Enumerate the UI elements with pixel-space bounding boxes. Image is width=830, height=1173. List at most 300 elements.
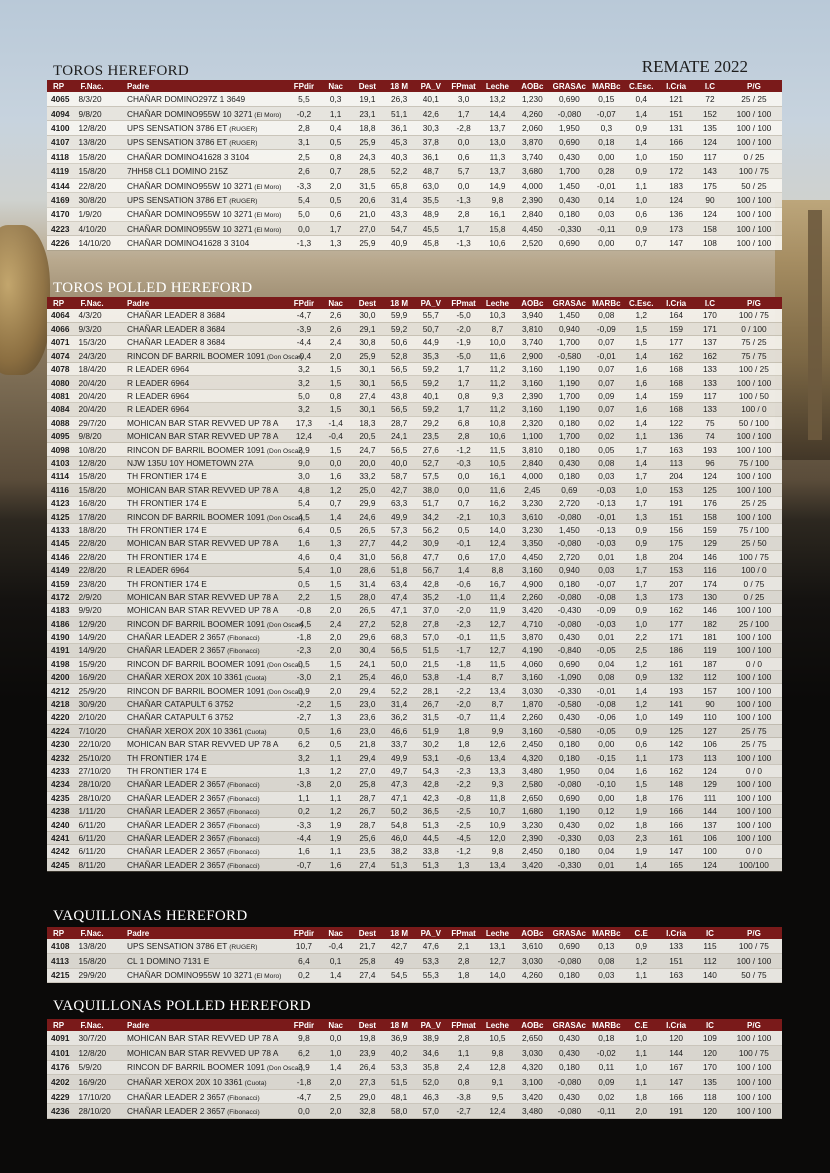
section-title: VAQUILLONAS POLLED HEREFORD — [53, 998, 311, 1014]
table-row — [47, 845, 782, 858]
value-cell: 204 — [658, 550, 694, 563]
value-cell: 2,5 — [624, 644, 658, 657]
table-row — [47, 135, 782, 149]
sire-name: CHAÑAR DOMINO297Z 1 3649 — [127, 93, 246, 104]
value-cell: 100 / 100 — [726, 135, 782, 149]
value-cell: 0,430 — [550, 711, 588, 724]
value-cell: -3,3 — [288, 818, 320, 831]
value-cell: 3,940 — [514, 309, 550, 322]
value-cell: 163 — [658, 968, 694, 983]
value-cell: 0,03 — [588, 831, 624, 844]
value-cell: 1,4 — [624, 389, 658, 402]
value-cell: 52,8 — [383, 617, 415, 630]
sire-alias: (Cuota) — [242, 675, 267, 683]
column-header: F.Nac. — [74, 297, 121, 309]
value-cell: 0,5 — [288, 657, 320, 670]
value-cell: 158 — [694, 510, 726, 523]
value-cell: 2,4 — [320, 336, 352, 349]
value-cell: 3,030 — [514, 954, 550, 969]
value-cell: -1,2 — [447, 443, 481, 456]
value-cell: -0,13 — [588, 496, 624, 509]
value-cell: 2,5 — [320, 1089, 352, 1104]
value-cell: 108 — [694, 236, 726, 250]
rp-cell: 4116 — [47, 483, 74, 496]
sire-alias: (Fibonacci) — [225, 1109, 260, 1117]
sire-alias: (Fibonacci) — [225, 835, 260, 843]
value-cell: 1,4 — [624, 135, 658, 149]
value-cell: 100 / 100 — [726, 1031, 782, 1046]
value-cell: 100 / 100 — [726, 671, 782, 684]
column-header: MARBc — [588, 927, 624, 939]
rp-cell: 4220 — [47, 711, 74, 724]
value-cell: 51,1 — [383, 106, 415, 120]
sire-name: CHAÑAR LEADER 2 3657 — [127, 819, 226, 830]
value-cell: 11,4 — [481, 711, 515, 724]
value-cell: -3,0 — [288, 671, 320, 684]
value-cell: 2,0 — [320, 684, 352, 697]
value-cell: 59,2 — [415, 363, 447, 376]
value-cell: 100 / 100 — [726, 430, 782, 443]
value-cell: 56,5 — [383, 443, 415, 456]
value-cell: 12,4 — [481, 537, 515, 550]
sire-alias: (RUGER) — [227, 140, 258, 148]
birth-date-cell: 15/8/20 — [74, 470, 121, 483]
value-cell: 10,7 — [288, 939, 320, 954]
column-header: Nac — [320, 80, 352, 92]
column-header: P/G — [726, 927, 782, 939]
column-header: MARBc — [588, 1019, 624, 1031]
value-cell: 14,0 — [481, 523, 515, 536]
value-cell: 1,3 — [447, 858, 481, 871]
value-cell: 2,1 — [447, 939, 481, 954]
column-header: C.E — [624, 927, 658, 939]
value-cell: 51,5 — [415, 644, 447, 657]
table-row — [47, 430, 782, 443]
value-cell: 3,0 — [447, 92, 481, 106]
rp-cell: 4190 — [47, 630, 74, 643]
value-cell: 144 — [658, 1046, 694, 1061]
value-cell: 1,3 — [288, 764, 320, 777]
value-cell: 3,480 — [514, 1104, 550, 1119]
value-cell: 13,4 — [481, 751, 515, 764]
value-cell: 0,9 — [624, 121, 658, 135]
value-cell: 0,7 — [447, 496, 481, 509]
value-cell: -0,11 — [588, 1104, 624, 1119]
birth-date-cell: 18/4/20 — [74, 363, 121, 376]
value-cell: 11,5 — [481, 630, 515, 643]
table-row — [47, 671, 782, 684]
sire-cell — [121, 336, 288, 349]
value-cell: -0,05 — [588, 724, 624, 737]
value-cell: 8,7 — [481, 697, 515, 710]
value-cell: 74 — [694, 430, 726, 443]
value-cell: 0,4 — [320, 121, 352, 135]
sire-alias: (El Moro) — [252, 183, 282, 191]
value-cell: 75 / 100 — [726, 523, 782, 536]
value-cell: 12,7 — [481, 617, 515, 630]
value-cell: 124 — [694, 135, 726, 149]
value-cell: 4,450 — [514, 550, 550, 563]
value-cell: 121 — [658, 92, 694, 106]
value-cell: 25 / 75 — [726, 738, 782, 751]
value-cell: -0,580 — [550, 724, 588, 737]
value-cell: 14,9 — [481, 178, 515, 192]
value-cell: 48,7 — [415, 164, 447, 178]
value-cell: 118 — [694, 1089, 726, 1104]
column-header: FPdir — [288, 927, 320, 939]
value-cell: 125 — [694, 483, 726, 496]
section-title: TOROS HEREFORD — [53, 63, 190, 79]
rp-cell: 4149 — [47, 563, 74, 576]
value-cell: 181 — [694, 630, 726, 643]
sire-cell — [121, 831, 288, 844]
value-cell: 44,2 — [383, 537, 415, 550]
value-cell: 0,9 — [288, 684, 320, 697]
value-cell: 8,7 — [481, 322, 515, 335]
value-cell: 1,3 — [624, 510, 658, 523]
sire-cell — [121, 724, 288, 737]
value-cell: 44,5 — [415, 831, 447, 844]
table-row — [47, 804, 782, 817]
birth-date-cell: 22/8/20 — [74, 550, 121, 563]
value-cell: 1,6 — [624, 376, 658, 389]
value-cell: 2,3 — [624, 831, 658, 844]
table-row — [47, 630, 782, 643]
table-row — [47, 510, 782, 523]
value-cell: 1,5 — [320, 590, 352, 603]
value-cell: 0,940 — [550, 563, 588, 576]
table-row — [47, 523, 782, 536]
value-cell: 27,4 — [352, 968, 384, 983]
value-cell: -0,01 — [588, 178, 624, 192]
sire-cell — [121, 630, 288, 643]
sire-cell — [121, 236, 288, 250]
birth-date-cell: 30/9/20 — [74, 697, 121, 710]
value-cell: 0,02 — [588, 818, 624, 831]
sire-cell — [121, 443, 303, 456]
value-cell: 26,5 — [352, 604, 384, 617]
sire-name: CHAÑAR DOMINO41628 3 3104 — [127, 151, 250, 162]
rp-cell: 4224 — [47, 724, 74, 737]
value-cell: -2,2 — [447, 684, 481, 697]
rp-cell: 4242 — [47, 845, 74, 858]
value-cell: 30,8 — [352, 336, 384, 349]
value-cell: -3,9 — [288, 322, 320, 335]
value-cell: 0,690 — [550, 939, 588, 954]
value-cell: 147 — [658, 236, 694, 250]
value-cell: -1,8 — [288, 1075, 320, 1090]
value-cell: 171 — [658, 630, 694, 643]
rp-cell: 4223 — [47, 222, 74, 236]
value-cell: 1,230 — [514, 92, 550, 106]
column-header: GRASAc — [550, 297, 588, 309]
value-cell: 1,1 — [624, 1046, 658, 1061]
value-cell: 0,08 — [588, 954, 624, 969]
value-cell: 164 — [658, 309, 694, 322]
value-cell: 100 / 100 — [726, 1060, 782, 1075]
value-cell: 0,4 — [624, 92, 658, 106]
value-cell: -0,6 — [447, 577, 481, 590]
value-cell: 1,1 — [320, 791, 352, 804]
value-cell: 3,810 — [514, 443, 550, 456]
value-cell: 131 — [658, 121, 694, 135]
sire-name: MOHICAN BAR STAR REVVED UP 78 A — [127, 538, 279, 549]
value-cell: 1,7 — [447, 403, 481, 416]
value-cell: 133 — [694, 363, 726, 376]
value-cell: 36,5 — [415, 804, 447, 817]
table-row — [47, 831, 782, 844]
value-cell: 1,6 — [624, 764, 658, 777]
value-cell: 3,230 — [514, 523, 550, 536]
sire-alias: (Don Oscar) — [265, 661, 303, 669]
value-cell: 36,1 — [415, 150, 447, 164]
value-cell: 162 — [658, 764, 694, 777]
value-cell: 0,180 — [550, 443, 588, 456]
table-row — [47, 791, 782, 804]
value-cell: 11,2 — [481, 363, 515, 376]
value-cell: 2,0 — [624, 1104, 658, 1119]
value-cell: 0,8 — [320, 150, 352, 164]
sire-cell — [121, 430, 288, 443]
section-title: VAQUILLONAS HEREFORD — [53, 908, 248, 924]
value-cell: 151 — [658, 106, 694, 120]
value-cell: 25 / 50 — [726, 537, 782, 550]
value-cell: 46,0 — [383, 831, 415, 844]
value-cell: 100 / 100 — [726, 831, 782, 844]
data-table-toros-polled — [47, 297, 782, 872]
value-cell: 0 / 75 — [726, 577, 782, 590]
column-header: Nac — [320, 297, 352, 309]
rp-cell: 4078 — [47, 363, 74, 376]
value-cell: -0,08 — [588, 590, 624, 603]
value-cell: 56,2 — [415, 523, 447, 536]
value-cell: 11,3 — [481, 150, 515, 164]
value-cell: 1,1 — [320, 751, 352, 764]
value-cell: 2,060 — [514, 121, 550, 135]
value-cell: 2,0 — [320, 349, 352, 362]
value-cell: 16,1 — [481, 207, 515, 221]
value-cell: 1,700 — [550, 164, 588, 178]
value-cell: 100 / 100 — [726, 470, 782, 483]
value-cell: 30,4 — [352, 644, 384, 657]
value-cell: 40,0 — [383, 456, 415, 469]
table-row — [47, 121, 782, 135]
rp-cell: 4071 — [47, 336, 74, 349]
value-cell: 100 / 0 — [726, 403, 782, 416]
value-cell: -4,7 — [288, 1089, 320, 1104]
value-cell: 1,7 — [447, 106, 481, 120]
value-cell: 35,2 — [415, 590, 447, 603]
birth-date-cell: 17/8/20 — [74, 510, 121, 523]
table-row — [47, 537, 782, 550]
value-cell: 40,1 — [415, 92, 447, 106]
birth-date-cell: 15/8/20 — [74, 164, 121, 178]
sire-name: TH FRONTIER 174 E — [127, 765, 207, 776]
value-cell: 35,3 — [415, 349, 447, 362]
value-cell: -0,15 — [588, 751, 624, 764]
birth-date-cell: 22/10/20 — [74, 738, 121, 751]
value-cell: 0,1 — [320, 954, 352, 969]
table-row — [47, 550, 782, 563]
value-cell: 59,2 — [415, 403, 447, 416]
value-cell: 1,5 — [320, 376, 352, 389]
sire-cell — [121, 858, 288, 871]
value-cell: 1,4 — [320, 1060, 352, 1075]
value-cell: 0,3 — [588, 121, 624, 135]
birth-date-cell: 4/3/20 — [74, 309, 121, 322]
value-cell: 0,04 — [588, 764, 624, 777]
value-cell: 193 — [694, 443, 726, 456]
value-cell: -1,9 — [447, 336, 481, 349]
birth-date-cell: 15/8/20 — [74, 150, 121, 164]
sire-cell — [121, 496, 288, 509]
value-cell: 23,0 — [352, 697, 384, 710]
column-header: Padre — [121, 297, 288, 309]
sire-cell — [121, 389, 288, 402]
sire-cell — [121, 92, 288, 106]
value-cell: -2,5 — [447, 818, 481, 831]
value-cell: 0,690 — [550, 92, 588, 106]
rp-cell: 4240 — [47, 818, 74, 831]
value-cell: 193 — [658, 684, 694, 697]
rp-cell: 4176 — [47, 1060, 74, 1075]
value-cell: -0,580 — [550, 697, 588, 710]
value-cell: 2,840 — [514, 207, 550, 221]
column-header: FPdir — [288, 80, 320, 92]
value-cell: 1,8 — [447, 738, 481, 751]
rp-cell: 4113 — [47, 954, 74, 969]
value-cell: 0,430 — [550, 150, 588, 164]
value-cell: -0,330 — [550, 831, 588, 844]
sire-alias: (Don Oscar) — [265, 1065, 303, 1073]
birth-date-cell: 29/9/20 — [74, 968, 121, 983]
rp-cell: 4218 — [47, 697, 74, 710]
data-table-toros-hereford — [47, 80, 782, 251]
value-cell: -0,080 — [550, 590, 588, 603]
value-cell: 0,04 — [588, 657, 624, 670]
value-cell: 1,450 — [550, 178, 588, 192]
value-cell: 37,8 — [415, 135, 447, 149]
value-cell: -0,080 — [550, 106, 588, 120]
value-cell: 0,00 — [588, 791, 624, 804]
sire-name: CHAÑAR LEADER 2 3657 — [127, 832, 226, 843]
value-cell: 9,8 — [288, 1031, 320, 1046]
value-cell: 12,4 — [288, 430, 320, 443]
sire-cell — [121, 671, 288, 684]
value-cell: 1,1 — [447, 1046, 481, 1061]
value-cell: -0,06 — [588, 711, 624, 724]
value-cell: 12,6 — [481, 738, 515, 751]
value-cell: 13,4 — [481, 684, 515, 697]
value-cell: 13,4 — [481, 858, 515, 871]
value-cell: 11,2 — [481, 376, 515, 389]
column-header: Leche — [481, 80, 515, 92]
value-cell: 0,9 — [624, 939, 658, 954]
birth-date-cell: 15/9/20 — [74, 657, 121, 670]
value-cell: 40,2 — [383, 1046, 415, 1061]
value-cell: 24,3 — [352, 150, 384, 164]
value-cell: 18,3 — [352, 416, 384, 429]
value-cell: 24,1 — [383, 430, 415, 443]
value-cell: 112 — [694, 671, 726, 684]
value-cell: 1,450 — [550, 309, 588, 322]
value-cell: 141 — [658, 697, 694, 710]
sire-name: MOHICAN BAR STAR REVVED UP 78 A — [127, 739, 279, 750]
value-cell: -2,0 — [447, 604, 481, 617]
value-cell: 1,100 — [514, 430, 550, 443]
value-cell: 46,3 — [415, 1089, 447, 1104]
value-cell: 0,9 — [624, 724, 658, 737]
value-cell: 13,7 — [481, 121, 515, 135]
value-cell: 5,5 — [288, 92, 320, 106]
sire-alias: (Don Oscar) — [265, 447, 303, 455]
value-cell: 127 — [694, 724, 726, 737]
value-cell: -4,5 — [447, 831, 481, 844]
rp-cell: 4169 — [47, 193, 74, 207]
value-cell: -1,4 — [447, 671, 481, 684]
table-row — [47, 968, 782, 983]
sire-cell — [121, 550, 288, 563]
value-cell: 1,3 — [320, 711, 352, 724]
value-cell: -0,330 — [550, 684, 588, 697]
birth-date-cell: 13/8/20 — [74, 135, 121, 149]
value-cell: 52,2 — [383, 684, 415, 697]
birth-date-cell: 6/11/20 — [74, 831, 121, 844]
value-cell: 124 — [694, 858, 726, 871]
value-cell: 125 — [658, 724, 694, 737]
value-cell: 0,18 — [588, 1031, 624, 1046]
value-cell: 9,8 — [481, 845, 515, 858]
column-header: C.Esc. — [624, 80, 658, 92]
sire-name: RINCON DF BARRIL BOOMER 1091 — [127, 1062, 266, 1073]
value-cell: 10,5 — [481, 456, 515, 469]
value-cell: 0,07 — [588, 376, 624, 389]
value-cell: 2,8 — [288, 121, 320, 135]
value-cell: 30,1 — [352, 376, 384, 389]
column-header: GRASAc — [550, 80, 588, 92]
table-row — [47, 738, 782, 751]
value-cell: 16,7 — [481, 577, 515, 590]
value-cell: 175 — [694, 178, 726, 192]
column-header: Padre — [121, 927, 288, 939]
value-cell: 58,7 — [383, 470, 415, 483]
sire-name: NJW 135U 10Y HOMETOWN 27A — [127, 457, 254, 468]
value-cell: 2,6 — [320, 309, 352, 322]
value-cell: 3,9 — [288, 1060, 320, 1075]
value-cell: -1,4 — [320, 416, 352, 429]
value-cell: 25,6 — [352, 831, 384, 844]
column-header: IC — [694, 927, 726, 939]
birth-date-cell: 28/10/20 — [74, 778, 121, 791]
value-cell: 100 / 100 — [726, 778, 782, 791]
value-cell: 0,03 — [588, 470, 624, 483]
value-cell: 0 / 25 — [726, 590, 782, 603]
value-cell: 159 — [658, 322, 694, 335]
sire-alias: (El Moro) — [252, 212, 282, 220]
value-cell: 0,07 — [588, 336, 624, 349]
value-cell: 25 / 100 — [726, 617, 782, 630]
birth-date-cell: 15/3/20 — [74, 336, 121, 349]
value-cell: 3,2 — [288, 751, 320, 764]
value-cell: 166 — [658, 804, 694, 817]
value-cell: -0,3 — [447, 456, 481, 469]
value-cell: 11,9 — [481, 604, 515, 617]
value-cell: -1,090 — [550, 671, 588, 684]
rp-cell: 4235 — [47, 791, 74, 804]
sire-name: R LEADER 6964 — [127, 404, 190, 415]
value-cell: 26,3 — [383, 92, 415, 106]
value-cell: 1,6 — [320, 858, 352, 871]
